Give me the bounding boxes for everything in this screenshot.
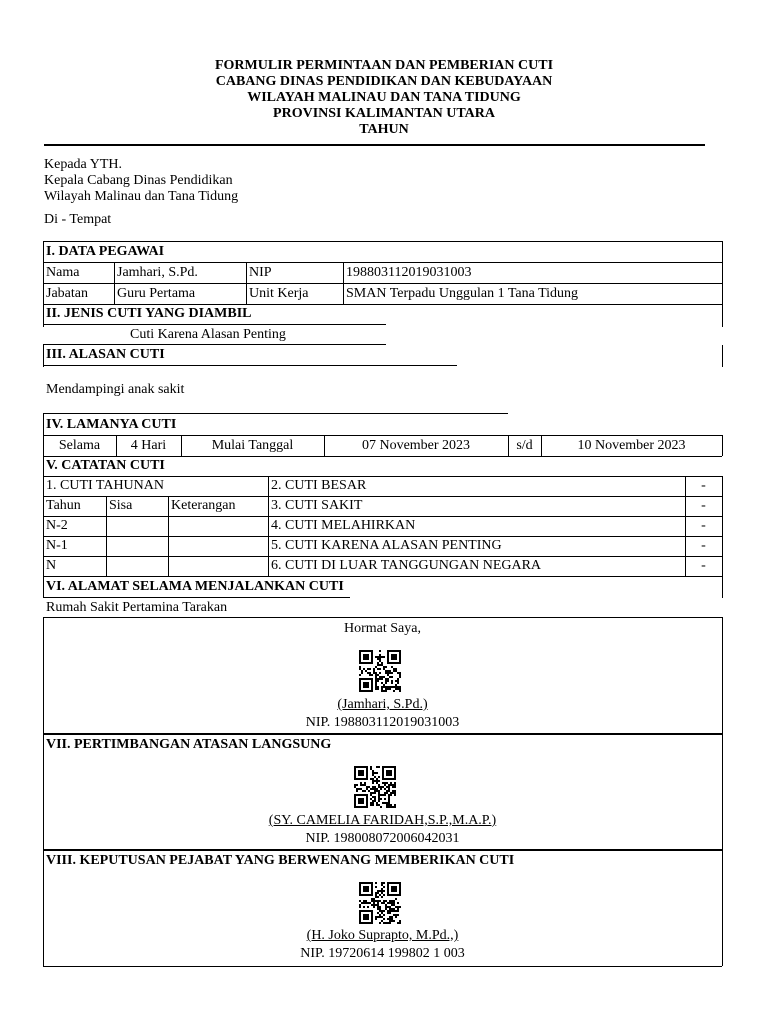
section-2-title: II. JENIS CUTI YANG DIAMBIL bbox=[46, 306, 252, 321]
header-divider bbox=[44, 144, 705, 146]
applicant-nip: NIP. 198803112019031003 bbox=[305, 715, 460, 730]
supervisor-qr-code bbox=[354, 766, 396, 808]
nama-label: Nama bbox=[46, 265, 80, 280]
mark-sick: - bbox=[701, 498, 706, 513]
until-label: s/d bbox=[516, 438, 533, 453]
leave-type-important: 5. CUTI KARENA ALASAN PENTING bbox=[271, 538, 502, 553]
leave-type-unpaid: 6. CUTI DI LUAR TANGGUNGAN NEGARA bbox=[271, 558, 542, 573]
section-1-title: I. DATA PEGAWAI bbox=[46, 244, 165, 259]
rule bbox=[722, 435, 723, 456]
mark-unpaid: - bbox=[701, 558, 706, 573]
section-6-title: VI. ALAMAT SELAMA MENJALANKAN CUTI bbox=[46, 579, 344, 594]
start-date-label: Mulai Tanggal bbox=[211, 438, 294, 453]
supervisor-name: (SY. CAMELIA FARIDAH,S.P.,M.A.P.) bbox=[268, 813, 497, 828]
duration-value: 4 Hari bbox=[130, 438, 167, 453]
leave-type-maternity: 4. CUTI MELAHIRKAN bbox=[271, 518, 416, 533]
form-subtitle-agency: CABANG DINAS PENDIDIKAN DAN KEBUDAYAAN bbox=[215, 74, 553, 89]
official-name: (H. Joko Suprapto, M.Pd.,) bbox=[306, 928, 459, 943]
col-year-header: Tahun bbox=[46, 498, 81, 513]
rule bbox=[43, 733, 722, 735]
leave-type-sick: 3. CUTI SAKIT bbox=[271, 498, 363, 513]
address-line-3: Wilayah Malinau dan Tana Tidung bbox=[44, 189, 239, 204]
unit-value: SMAN Terpadu Unggulan 1 Tana Tidung bbox=[346, 286, 579, 301]
official-nip: NIP. 19720614 199802 1 003 bbox=[300, 946, 465, 961]
rule bbox=[43, 262, 722, 263]
duration-label: Selama bbox=[58, 438, 101, 453]
reason-value: Mendampingi anak sakit bbox=[46, 382, 185, 397]
form-subtitle-province: PROVINSI KALIMANTAN UTARA bbox=[273, 106, 495, 121]
section-3-title: III. ALASAN CUTI bbox=[46, 347, 165, 362]
year-row-n2: N-2 bbox=[46, 518, 68, 533]
official-name-wrap bbox=[43, 928, 722, 944]
applicant-name: (Jamhari, S.Pd.) bbox=[337, 697, 428, 712]
col-notes-header: Keterangan bbox=[171, 498, 236, 513]
jabatan-value: Guru Pertama bbox=[117, 286, 196, 301]
rule bbox=[722, 476, 723, 598]
rule bbox=[43, 435, 722, 436]
year-row-n1: N-1 bbox=[46, 538, 68, 553]
applicant-qr-code bbox=[359, 650, 401, 692]
address-line-2: Kepala Cabang Dinas Pendidikan bbox=[44, 173, 233, 188]
form-title: FORMULIR PERMINTAAN DAN PEMBERIAN CUTI bbox=[214, 58, 554, 73]
salutation: Hormat Saya, bbox=[344, 621, 421, 636]
address-line-4: Di - Tempat bbox=[44, 212, 112, 227]
nip-label: NIP bbox=[249, 265, 272, 280]
rule bbox=[43, 556, 722, 557]
rule bbox=[246, 262, 247, 304]
rule bbox=[43, 283, 722, 284]
annual-leave-label: 1. CUTI TAHUNAN bbox=[46, 478, 165, 493]
jabatan-label: Jabatan bbox=[46, 286, 88, 301]
mark-maternity: - bbox=[701, 518, 706, 533]
rule bbox=[43, 536, 722, 537]
section-4-title: IV. LAMANYA CUTI bbox=[46, 417, 177, 432]
nama-value: Jamhari, S.Pd. bbox=[117, 265, 198, 280]
rule bbox=[43, 516, 722, 517]
rule bbox=[43, 241, 44, 327]
rule bbox=[43, 345, 44, 367]
section-5-title: V. CATATAN CUTI bbox=[46, 458, 165, 473]
start-date-value: 07 November 2023 bbox=[361, 438, 471, 453]
rule bbox=[43, 476, 722, 477]
year-row-n: N bbox=[46, 558, 57, 573]
mark-big: - bbox=[701, 478, 706, 493]
leave-type-value: Cuti Karena Alasan Penting bbox=[130, 327, 286, 342]
rule bbox=[114, 262, 115, 304]
section-7-title: VII. PERTIMBANGAN ATASAN LANGSUNG bbox=[46, 737, 332, 752]
rule bbox=[43, 304, 722, 305]
rule bbox=[43, 966, 722, 967]
rule bbox=[343, 262, 344, 304]
rule bbox=[722, 241, 723, 327]
leave-type-big: 2. CUTI BESAR bbox=[271, 478, 367, 493]
section-8-title: VIII. KEPUTUSAN PEJABAT YANG BERWENANG MEMBERIKAN CUTI bbox=[46, 853, 515, 868]
rule bbox=[43, 365, 457, 366]
rule bbox=[168, 496, 169, 576]
col-remaining-header: Sisa bbox=[109, 498, 133, 513]
supervisor-nip: NIP. 198008072006042031 bbox=[305, 831, 460, 846]
rule bbox=[43, 324, 386, 325]
applicant-name-wrap bbox=[43, 697, 722, 713]
nip-value: 198803112019031003 bbox=[346, 265, 472, 280]
supervisor-name-wrap bbox=[43, 813, 722, 829]
rule bbox=[43, 456, 722, 457]
rule bbox=[43, 576, 722, 577]
form-subtitle-year: TAHUN bbox=[359, 122, 409, 137]
mark-important: - bbox=[701, 538, 706, 553]
rule bbox=[43, 496, 722, 497]
rule bbox=[722, 617, 723, 966]
rule bbox=[268, 476, 269, 576]
end-date-value: 10 November 2023 bbox=[577, 438, 686, 453]
form-subtitle-region: WILAYAH MALINAU DAN TANA TIDUNG bbox=[247, 90, 521, 105]
rule bbox=[43, 849, 722, 851]
rule bbox=[43, 597, 350, 598]
rule bbox=[722, 345, 723, 367]
address-line-1: Kepada YTH. bbox=[44, 157, 123, 172]
rule bbox=[43, 617, 44, 966]
rule bbox=[106, 496, 107, 576]
rule bbox=[43, 241, 722, 242]
leave-address-value: Rumah Sakit Pertamina Tarakan bbox=[46, 600, 228, 615]
rule bbox=[43, 344, 386, 345]
rule bbox=[43, 413, 508, 414]
official-qr-code bbox=[359, 882, 401, 924]
unit-label: Unit Kerja bbox=[249, 286, 309, 301]
rule bbox=[43, 617, 722, 618]
